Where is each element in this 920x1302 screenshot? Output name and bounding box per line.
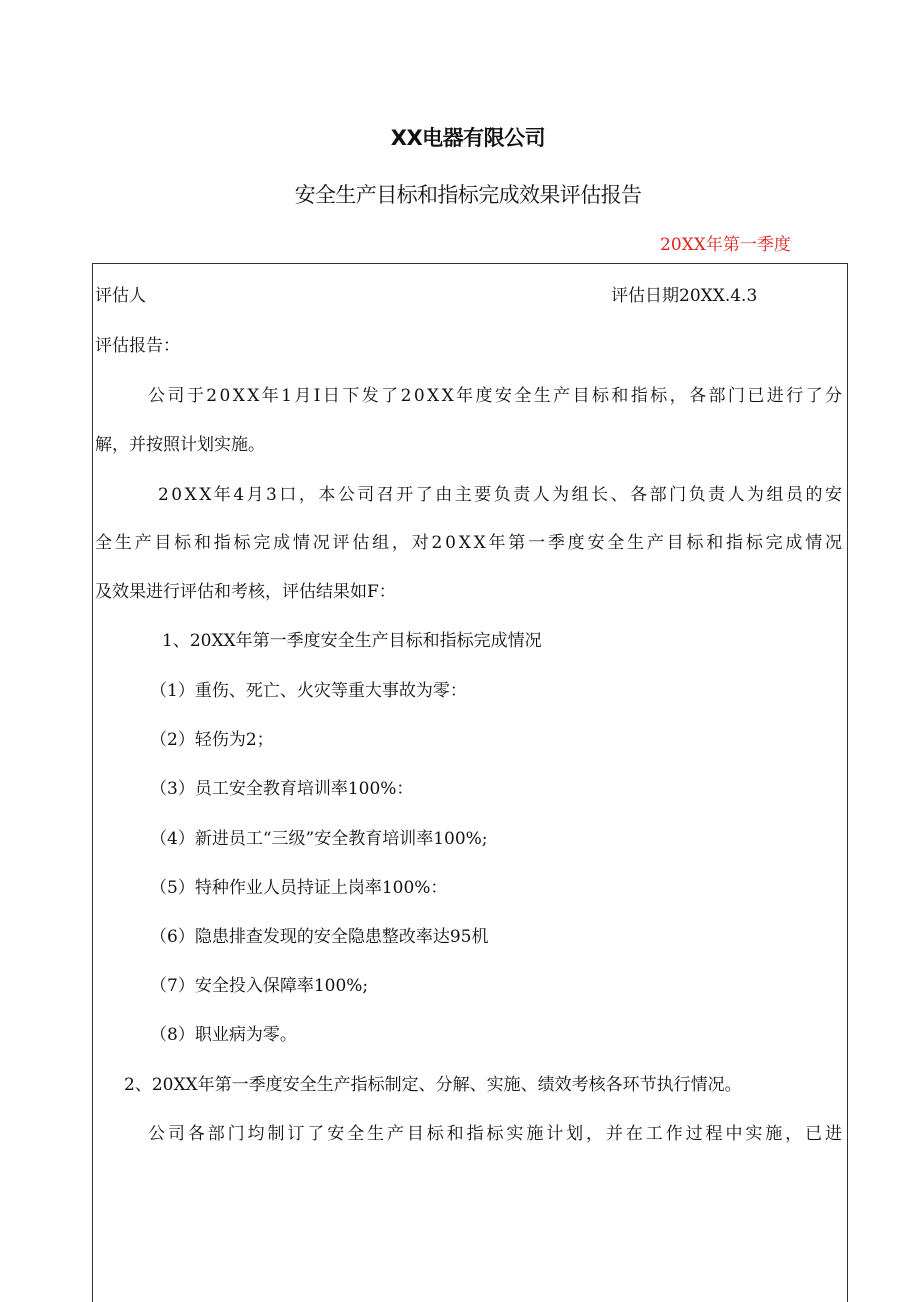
list-item: （1）重伤、死亡、火灾等重大事故为零： bbox=[150, 681, 467, 701]
company-name: XX电器有限公司 bbox=[390, 126, 546, 150]
paragraph-1-line-2: 解，并按照计划实施。 bbox=[95, 435, 265, 455]
paragraph-3-line-1: 公司各部门均制订了安全生产目标和指标实施计划，并在工作过程中实施，已进 bbox=[148, 1124, 845, 1144]
report-title: 安全生产目标和指标完成效果评估报告 bbox=[294, 183, 642, 207]
assessor-label: 评估人 bbox=[95, 286, 146, 306]
paragraph-2-line-3: 及效果进行评估和考核，评估结果如F： bbox=[95, 582, 396, 602]
list-item: （8）职业病为零。 bbox=[150, 1025, 297, 1045]
list-item: （7）安全投入保障率100%; bbox=[150, 976, 369, 996]
section-2-heading: 2、20XX年第一季度安全生产指标制定、分解、实施、绩效考核各环节执行情况。 bbox=[124, 1075, 742, 1095]
assessment-date: 评估日期20XX.4.3 bbox=[611, 286, 758, 306]
report-period: 20XX年第一季度 bbox=[660, 235, 791, 255]
list-item: （4）新进员工“三级”安全教育培训率100%; bbox=[150, 829, 488, 849]
list-item: （3）员工安全教育培训率100%： bbox=[150, 779, 414, 799]
paragraph-2-line-1: 20XX年4月3口，本公司召开了由主要负责人为组长、各部门负责人为组员的安 bbox=[158, 485, 845, 505]
list-item: （5）特种作业人员持证上岗率100%： bbox=[150, 878, 448, 898]
report-heading: 评估报告： bbox=[95, 336, 180, 356]
section-1-heading: 1、20XX年第一季度安全生产目标和指标完成情况 bbox=[162, 631, 542, 651]
list-item: （2）轻伤为2； bbox=[150, 730, 274, 750]
paragraph-1-line-1: 公司于20XX年1月I日下发了20XX年度安全生产目标和指标，各部门已进行了分 bbox=[148, 386, 845, 406]
paragraph-2-line-2: 全生产目标和指标完成情况评估组，对20XX年第一季度安全生产目标和指标完成情况 bbox=[95, 533, 845, 553]
list-item: （6）隐患排查发现的安全隐患整改率达95机 bbox=[150, 927, 489, 947]
